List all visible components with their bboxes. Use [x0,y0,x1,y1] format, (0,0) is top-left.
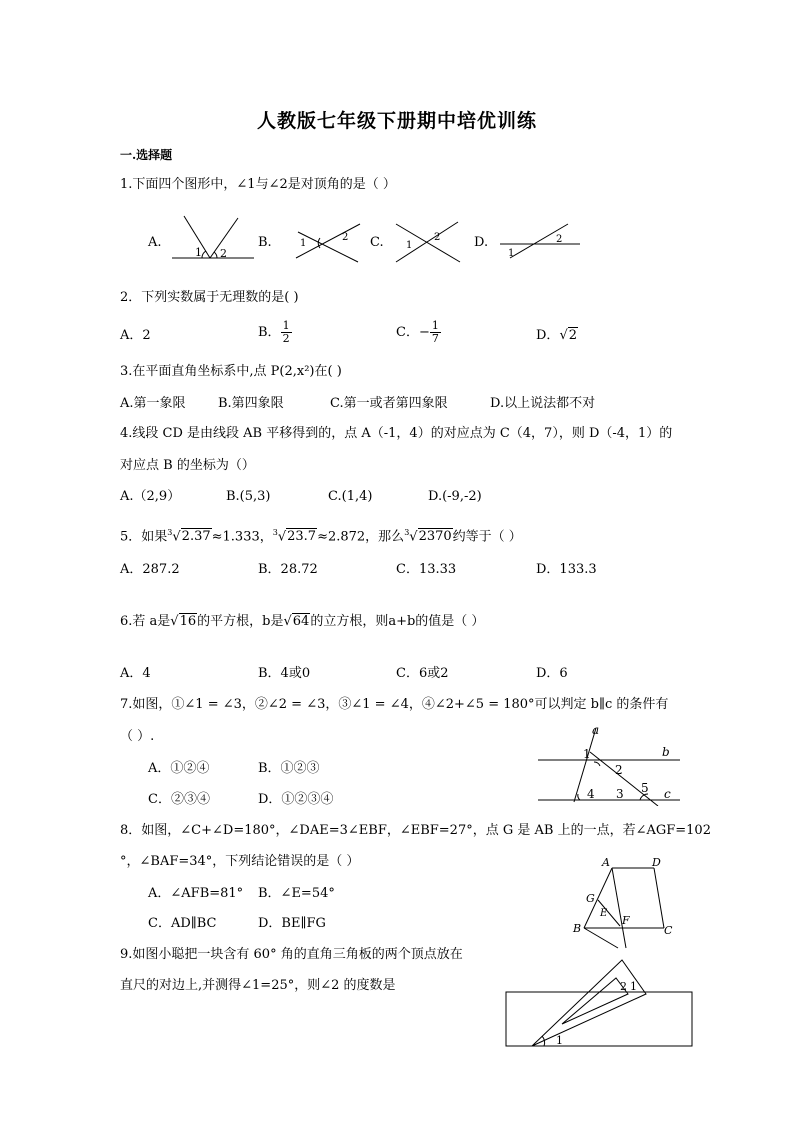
q1-option-a: A. [148,235,162,250]
svg-text:1: 1 [508,248,515,259]
q8-option-d: D．BE∥FG [258,916,326,931]
q8-option-a: A．∠AFB=81° [148,886,244,901]
svg-text:E: E [600,908,608,919]
q1-option-d: D. [474,235,489,250]
q4-option-a: A.（2,9） [120,489,181,504]
svg-text:2: 2 [556,234,563,245]
q1-figure-a [168,212,258,264]
q3-option-a: A.第一象限 [120,396,186,411]
q9-figure [504,954,694,1048]
q5-stem: 5．如果$^3$√2.37≈1.333，$^3$√23.7≈2.872，那么$^3$√2370约等于（ ） [120,528,522,545]
q8-option-c: C．AD∥BC [148,916,217,931]
q1-option-c: C. [370,235,384,250]
q7-line2: （ ）. [120,729,155,744]
q4-option-c: C.(1,4) [328,489,373,504]
q5-option-c: C．13.33 [396,562,457,577]
svg-text:c: c [664,787,671,801]
q3-stem: 3.在平面直角坐标系中,点 P(2,x²)在( ) [120,364,342,379]
q6-option-c: C．6或2 [396,666,449,681]
q8-line2: °，∠BAF=34°，下列结论错误的是（ ） [120,854,360,869]
q4-line1: 4.线段 CD 是由线段 AB 平移得到的，点 A（-1，4）的对应点为 C（4，7），则 D（-4，1）的 [120,426,673,441]
q9-line2: 直尺的对边上,并测得∠1=25°，则∠2 的度数是 [120,978,396,993]
q3-option-d: D.以上说法都不对 [490,396,596,411]
q7-figure [534,722,684,806]
svg-text:1: 1 [556,1034,563,1047]
q6-stem: 6.若 a是√16的平方根，b是√64的立方根，则a+b的值是（ ） [120,614,485,629]
q2-option-c: C．− $\frac{1}{7}$ [396,319,439,345]
q1-figure-c [392,218,464,268]
q2-option-b: B． $\frac{1}{2}$ [258,319,290,345]
svg-text:3: 3 [616,787,624,801]
svg-text:b: b [662,745,670,759]
q1-option-b: B. [258,235,272,250]
q1-figure-b [292,218,364,264]
q6-option-a: A．4 [120,666,151,681]
svg-text:1: 1 [195,246,202,259]
q5-option-d: D．133.3 [536,562,597,577]
svg-text:A: A [602,856,610,869]
q9-line1: 9.如图小聪把一块含有 60° 角的直角三角板的两个顶点放在 [120,947,463,962]
svg-text:1: 1 [630,980,637,993]
svg-text:4: 4 [587,787,595,801]
q5-option-a: A．287.2 [120,562,180,577]
page-title: 人教版七年级下册期中培优训练 [256,110,537,132]
svg-text:2: 2 [615,763,623,777]
svg-text:2: 2 [220,247,227,260]
svg-text:5: 5 [641,781,649,795]
q7-line1: 7.如图，①∠1 = ∠3，②∠2 = ∠3，③∠1 = ∠4，④∠2+∠5 = 180°可以判定 b∥c 的条件有 [120,697,669,712]
svg-text:B: B [573,922,582,935]
svg-text:1: 1 [300,238,307,249]
q4-option-b: B.(5,3) [226,489,271,504]
q7-option-b: B．①②③ [258,761,320,776]
q4-option-d: D.(-9,-2) [428,489,482,504]
q5-option-b: B．28.72 [258,562,318,577]
q4-line2: 对应点 B 的坐标为（） [120,458,255,473]
q3-option-c: C.第一或者第四象限 [330,396,448,411]
section-heading: 一.选择题 [120,148,173,162]
svg-text:F: F [622,914,630,927]
q2-stem: 2．下列实数属于无理数的是( ) [120,290,299,305]
q7-option-c: C．②③④ [148,792,210,807]
svg-text:1: 1 [406,240,413,251]
svg-text:G: G [586,892,595,905]
svg-text:1: 1 [583,747,591,761]
q3-option-b: B.第四象限 [218,396,284,411]
svg-text:D: D [652,856,661,869]
svg-text:2: 2 [620,980,627,993]
q7-option-d: D．①②③④ [258,792,334,807]
svg-text:a: a [592,723,600,737]
svg-text:C: C [664,924,673,937]
svg-text:2: 2 [342,232,349,243]
q8-figure [570,852,678,952]
q6-option-d: D．6 [536,666,568,681]
q2-option-d: D．√2 [536,328,578,343]
q8-line1: 8．如图，∠C+∠D=180°，∠DAE=3∠EBF，∠EBF=27°，点 G 是 AB 上的一点，若∠AGF=102 [120,823,711,838]
q8-option-b: B．∠E=54° [258,886,335,901]
q1-figure-d [496,218,584,262]
q6-option-b: B．4或0 [258,666,311,681]
svg-text:2: 2 [434,232,441,243]
q1-stem: 1.下面四个图形中，∠1与∠2是对顶角的是（ ） [120,177,396,192]
q7-option-a: A．①②④ [148,761,210,776]
q2-option-a: A．2 [120,328,151,343]
